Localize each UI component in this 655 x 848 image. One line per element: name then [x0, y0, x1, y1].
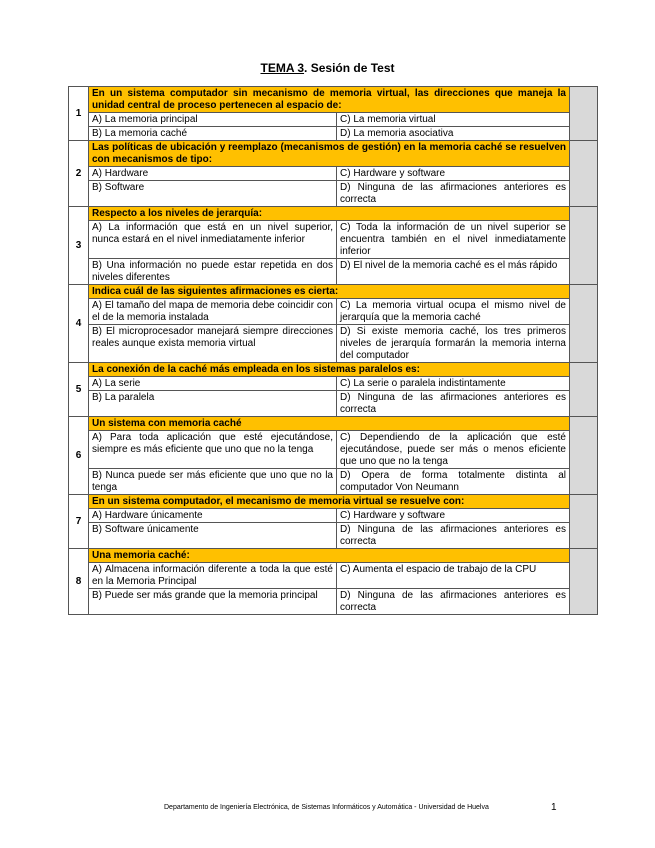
page-number: 1	[551, 802, 557, 813]
question-text: En un sistema computador sin mecanismo de memoria virtual, las direcciones que maneja la unidad central de proceso pertenecen al espacio de:	[89, 87, 570, 113]
question-text: En un sistema computador, el mecanismo de memoria virtual se resuelve con:	[89, 495, 570, 509]
option-a[interactable]: A) Para toda aplicación que esté ejecutándose, siempre es más eficiente que uno que no la tenga	[89, 431, 337, 469]
option-row	[69, 325, 598, 363]
option-c[interactable]: C) Hardware y software	[337, 167, 570, 181]
option-a[interactable]: A) La memoria principal	[89, 113, 337, 127]
question-row	[69, 207, 598, 221]
page-title	[0, 61, 655, 75]
option-c[interactable]: C) Dependiendo de la aplicación que esté ejecutándose, puede ser más o menos eficiente que uno que no la tenga	[337, 431, 570, 469]
option-c[interactable]: C) La serie o paralela indistintamente	[337, 377, 570, 391]
option-d[interactable]: D) Ninguna de las afirmaciones anteriores es correcta	[337, 523, 570, 549]
question-text: La conexión de la caché más empleada en los sistemas paralelos es:	[89, 363, 570, 377]
question-text: Un sistema con memoria caché	[89, 417, 570, 431]
question-row	[69, 285, 598, 299]
answer-box[interactable]	[570, 87, 598, 141]
option-d[interactable]: D) Ninguna de las afirmaciones anteriores es correcta	[337, 391, 570, 417]
question-number: 2	[69, 141, 89, 207]
option-row	[69, 181, 598, 207]
option-a[interactable]: A) Hardware únicamente	[89, 509, 337, 523]
question-number: 7	[69, 495, 89, 549]
question-number: 5	[69, 363, 89, 417]
answer-box[interactable]	[570, 141, 598, 207]
option-row	[69, 259, 598, 285]
option-b[interactable]: B) Una información no puede estar repetida en dos niveles diferentes	[89, 259, 337, 285]
option-a[interactable]: A) La información que está en un nivel superior, nunca estará en el nivel inmediatamente inferior	[89, 221, 337, 259]
question-text: Respecto a los niveles de jerarquía:	[89, 207, 570, 221]
option-d[interactable]: D) Si existe memoria caché, los tres primeros niveles de jerarquía formarán la memoria interna del computador	[337, 325, 570, 363]
question-text: Indica cuál de las siguientes afirmaciones es cierta:	[89, 285, 570, 299]
option-c[interactable]: C) La memoria virtual	[337, 113, 570, 127]
option-a[interactable]: A) Almacena información diferente a toda la que esté en la Memoria Principal	[89, 563, 337, 589]
option-b[interactable]: B) Software	[89, 181, 337, 207]
option-row	[69, 563, 598, 589]
option-row	[69, 523, 598, 549]
option-row	[69, 377, 598, 391]
option-row	[69, 391, 598, 417]
question-number: 4	[69, 285, 89, 363]
question-number: 1	[69, 87, 89, 141]
option-b[interactable]: B) Nunca puede ser más eficiente que uno que no la tenga	[89, 469, 337, 495]
option-row	[69, 167, 598, 181]
answer-box[interactable]	[570, 495, 598, 549]
option-b[interactable]: B) La memoria caché	[89, 127, 337, 141]
answer-box[interactable]	[570, 285, 598, 363]
question-row	[69, 141, 598, 167]
question-number: 6	[69, 417, 89, 495]
option-a[interactable]: A) La serie	[89, 377, 337, 391]
option-row	[69, 469, 598, 495]
option-c[interactable]: C) Hardware y software	[337, 509, 570, 523]
question-row	[69, 87, 598, 113]
option-b[interactable]: B) La paralela	[89, 391, 337, 417]
option-d[interactable]: D) Ninguna de las afirmaciones anteriores es correcta	[337, 589, 570, 615]
option-row	[69, 509, 598, 523]
option-row	[69, 221, 598, 259]
option-d[interactable]: D) El nivel de la memoria caché es el más rápido	[337, 259, 570, 285]
option-b[interactable]: B) El microprocesador manejará siempre direcciones reales aunque exista memoria virtual	[89, 325, 337, 363]
option-d[interactable]: D) Opera de forma totalmente distinta al computador Von Neumann	[337, 469, 570, 495]
tema-label: TEMA 3	[260, 61, 305, 75]
title-rest: . Sesión de Test	[304, 61, 395, 75]
option-a[interactable]: A) El tamaño del mapa de memoria debe coincidir con el de la memoria instalada	[89, 299, 337, 325]
question-row	[69, 549, 598, 563]
question-row	[69, 417, 598, 431]
answer-box[interactable]	[570, 363, 598, 417]
question-number: 3	[69, 207, 89, 285]
question-row	[69, 363, 598, 377]
option-c[interactable]: C) La memoria virtual ocupa el mismo nivel de jerarquía que la memoria caché	[337, 299, 570, 325]
answer-box[interactable]	[570, 417, 598, 495]
footer-text: Departamento de Ingeniería Electrónica, de Sistemas Informáticos y Automática - Universidad de Huelva	[164, 804, 489, 811]
question-text: Una memoria caché:	[89, 549, 570, 563]
option-b[interactable]: B) Software únicamente	[89, 523, 337, 549]
answer-box[interactable]	[570, 207, 598, 285]
option-a[interactable]: A) Hardware	[89, 167, 337, 181]
option-d[interactable]: D) Ninguna de las afirmaciones anteriores es correcta	[337, 181, 570, 207]
test-table	[68, 86, 598, 615]
question-number: 8	[69, 549, 89, 615]
option-row	[69, 113, 598, 127]
option-row	[69, 431, 598, 469]
option-c[interactable]: C) Aumenta el espacio de trabajo de la CPU	[337, 563, 570, 589]
answer-box[interactable]	[570, 549, 598, 615]
option-b[interactable]: B) Puede ser más grande que la memoria principal	[89, 589, 337, 615]
option-row	[69, 299, 598, 325]
option-c[interactable]: C) Toda la información de un nivel superior se encuentra también en el nivel inmediatamente inferior	[337, 221, 570, 259]
question-row	[69, 495, 598, 509]
question-text: Las políticas de ubicación y reemplazo (mecanismos de gestión) en la memoria caché se resuelven con mecanismos de tipo:	[89, 141, 570, 167]
option-row	[69, 127, 598, 141]
option-d[interactable]: D) La memoria asociativa	[337, 127, 570, 141]
option-row	[69, 589, 598, 615]
